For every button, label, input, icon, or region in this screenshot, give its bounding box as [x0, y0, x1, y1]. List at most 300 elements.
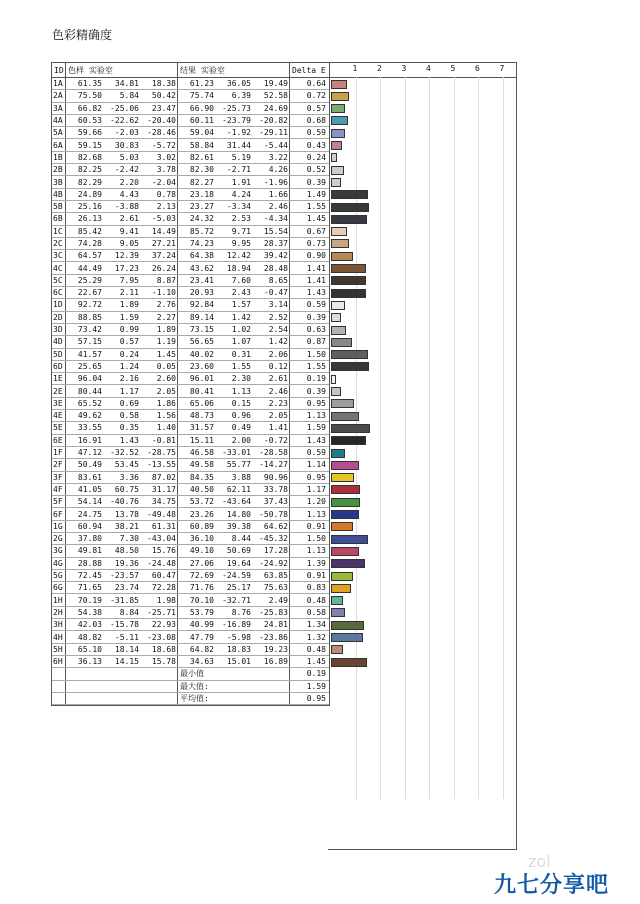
summary-label: 平均值:	[178, 693, 290, 704]
delta-bar-chart	[328, 62, 517, 850]
cell-sample-lab	[66, 398, 178, 409]
lab-value: 3.14	[268, 300, 288, 310]
lab-value: 44.49	[77, 263, 102, 273]
lab-value: 90.96	[263, 472, 288, 482]
lab-value: 0.35	[119, 423, 139, 433]
lab-value: 3.22	[268, 152, 288, 162]
lab-value: 2.11	[119, 288, 139, 298]
lab-value: 2.61	[119, 214, 139, 224]
cell-sample-lab	[66, 558, 178, 569]
cell-id: 3D	[52, 324, 66, 335]
lab-value: 4.24	[231, 189, 251, 199]
delta-bar	[331, 92, 349, 101]
cell-id: 3F	[52, 472, 66, 483]
cell-id: 4C	[52, 262, 66, 273]
cell-delta-e: 0.48	[306, 644, 326, 654]
lab-value: 60.75	[114, 484, 139, 494]
lab-value: 57.15	[77, 337, 102, 347]
lab-value: 40.02	[189, 349, 214, 359]
lab-value: 3.78	[156, 165, 176, 175]
cell-delta-e: 0.48	[306, 595, 326, 605]
lab-value: -28.58	[259, 448, 288, 458]
lab-value: 14.80	[226, 509, 251, 519]
lab-value: 2.49	[268, 595, 288, 605]
cell-result-lab	[178, 201, 290, 212]
lab-value: 0.57	[119, 337, 139, 347]
lab-value: 50.49	[77, 460, 102, 470]
table-row	[52, 189, 329, 201]
lab-value: 75.63	[263, 583, 288, 593]
lab-value: -2.03	[114, 128, 139, 138]
lab-value: 8.65	[268, 275, 288, 285]
lab-value: 13.78	[114, 509, 139, 519]
lab-value: 53.79	[189, 607, 214, 617]
cell-result-lab	[178, 656, 290, 667]
lab-value: 25.16	[77, 202, 102, 212]
table-row	[52, 176, 329, 188]
lab-value: 61.31	[151, 521, 176, 531]
lab-value: 0.96	[231, 411, 251, 421]
lab-value: -4.34	[263, 214, 288, 224]
lab-value: -5.44	[263, 140, 288, 150]
lab-value: -5.72	[151, 140, 176, 150]
cell-delta-e: 0.83	[306, 583, 326, 593]
lab-value: -43.04	[147, 534, 176, 544]
delta-bar	[331, 166, 344, 175]
lab-value: 61.35	[77, 79, 102, 89]
lab-value: -49.48	[147, 509, 176, 519]
grid-line	[454, 77, 455, 799]
table-row	[52, 545, 329, 557]
cell-id: 4F	[52, 484, 66, 495]
lab-value: 30.83	[114, 140, 139, 150]
cell-sample-lab	[66, 496, 178, 507]
lab-value: 14.15	[114, 657, 139, 667]
cell-sample-lab	[66, 373, 178, 384]
cell-delta-e: 1.43	[306, 288, 326, 298]
cell-result-lab	[178, 484, 290, 495]
cell-id: 2H	[52, 607, 66, 618]
cell-result-lab	[178, 176, 290, 187]
lab-value: 2.60	[156, 374, 176, 384]
cell-delta-e: 0.59	[306, 448, 326, 458]
cell-sample-lab	[66, 410, 178, 421]
delta-bar	[331, 485, 360, 494]
cell-id: 6B	[52, 213, 66, 224]
lab-value: 0.15	[231, 398, 251, 408]
lab-value: 5.19	[231, 152, 251, 162]
delta-bar	[331, 289, 366, 298]
cell-result-lab	[178, 644, 290, 655]
cell-result-lab	[178, 459, 290, 470]
cell-result-lab	[178, 213, 290, 224]
delta-bar	[331, 141, 342, 150]
lab-value: -23.57	[110, 571, 139, 581]
delta-bar	[331, 350, 368, 359]
cell-sample-lab	[66, 226, 178, 237]
cell-delta-e: 1.13	[306, 509, 326, 519]
cell-sample-lab	[66, 250, 178, 261]
lab-value: 1.41	[268, 423, 288, 433]
cell-sample-lab	[66, 287, 178, 298]
summary-spacer	[66, 693, 178, 704]
cell-id: 6C	[52, 287, 66, 298]
lab-value: 1.42	[231, 312, 251, 322]
table-row	[52, 508, 329, 520]
lab-value: 89.14	[189, 312, 214, 322]
lab-value: -25.06	[110, 103, 139, 113]
delta-bar	[331, 276, 366, 285]
lab-value: 82.27	[189, 177, 214, 187]
lab-value: 53.45	[114, 460, 139, 470]
header-result: 结果 实验室	[178, 63, 290, 77]
lab-value: 49.10	[189, 546, 214, 556]
cell-delta-e: 1.55	[306, 361, 326, 371]
lab-value: 92.72	[77, 300, 102, 310]
cell-delta-e: 0.67	[306, 226, 326, 236]
delta-bar	[331, 436, 366, 445]
lab-value: -32.71	[222, 595, 251, 605]
cell-sample-lab	[66, 201, 178, 212]
cell-delta-e: 1.41	[306, 275, 326, 285]
table-row	[52, 594, 329, 606]
cell-result-lab	[178, 90, 290, 101]
lab-value: 2.00	[231, 435, 251, 445]
lab-value: -5.98	[226, 632, 251, 642]
lab-value: -1.92	[226, 128, 251, 138]
cell-sample-lab	[66, 607, 178, 618]
lab-value: 0.05	[156, 361, 176, 371]
lab-value: 71.65	[77, 583, 102, 593]
lab-value: 25.65	[77, 361, 102, 371]
cell-result-lab	[178, 164, 290, 175]
cell-id: 3B	[52, 176, 66, 187]
lab-value: -28.46	[147, 128, 176, 138]
lab-value: 0.49	[231, 423, 251, 433]
cell-delta-e: 1.20	[306, 497, 326, 507]
axis-tick: 5	[450, 64, 456, 73]
cell-sample-lab	[66, 361, 178, 372]
summary-row	[52, 693, 329, 705]
cell-delta-e: 1.41	[306, 263, 326, 273]
lab-value: 9.05	[119, 239, 139, 248]
cell-id: 4D	[52, 336, 66, 347]
cell-sample-lab	[66, 435, 178, 446]
cell-sample-lab	[66, 262, 178, 273]
cell-delta-e: 1.13	[306, 411, 326, 421]
lab-value: 3.88	[231, 472, 251, 482]
lab-value: 1.89	[119, 300, 139, 310]
cell-result-lab	[178, 521, 290, 532]
table-row	[52, 226, 329, 238]
cell-sample-lab	[66, 459, 178, 470]
lab-value: 40.50	[189, 484, 214, 494]
cell-id: 4G	[52, 558, 66, 569]
lab-value: 59.66	[77, 128, 102, 138]
cell-result-lab	[178, 607, 290, 618]
lab-value: 65.06	[189, 398, 214, 408]
lab-value: -25.83	[259, 607, 288, 617]
lab-value: 1.13	[231, 386, 251, 396]
table-row	[52, 410, 329, 422]
lab-value: 7.30	[119, 534, 139, 544]
cell-result-lab	[178, 349, 290, 360]
cell-result-lab	[178, 422, 290, 433]
lab-value: 36.13	[77, 657, 102, 667]
lab-value: 73.42	[77, 325, 102, 335]
lab-value: 34.63	[189, 657, 214, 667]
lab-value: 24.69	[263, 103, 288, 113]
cell-delta-e: 0.91	[306, 521, 326, 531]
lab-value: 80.41	[189, 386, 214, 396]
lab-value: 56.65	[189, 337, 214, 347]
lab-value: 41.05	[77, 484, 102, 494]
lab-value: 82.68	[77, 152, 102, 162]
lab-value: 64.38	[189, 251, 214, 261]
cell-sample-lab	[66, 508, 178, 519]
delta-bar	[331, 449, 345, 458]
cell-delta-e: 1.59	[306, 423, 326, 433]
delta-bar	[331, 461, 359, 470]
table-row	[52, 90, 329, 102]
cell-sample-lab	[66, 349, 178, 360]
lab-value: -25.73	[222, 103, 251, 113]
lab-value: 70.19	[77, 595, 102, 605]
lab-value: 23.27	[189, 202, 214, 212]
lab-value: 7.95	[119, 275, 139, 285]
cell-id: 4H	[52, 631, 66, 642]
cell-id: 2F	[52, 459, 66, 470]
lab-value: 74.28	[77, 239, 102, 248]
watermark-brand: 九七分享吧	[494, 873, 610, 898]
lab-value: -25.71	[147, 607, 176, 617]
summary-spacer	[52, 693, 66, 704]
cell-delta-e: 1.45	[306, 214, 326, 224]
lab-value: -15.78	[110, 620, 139, 630]
lab-value: 38.21	[114, 521, 139, 531]
lab-value: 36.05	[226, 79, 251, 89]
lab-value: -13.55	[147, 460, 176, 470]
lab-value: 4.43	[119, 189, 139, 199]
cell-id: 5B	[52, 201, 66, 212]
lab-value: 19.49	[263, 79, 288, 89]
lab-value: 4.26	[268, 165, 288, 175]
table-row	[52, 521, 329, 533]
lab-value: 2.05	[156, 386, 176, 396]
lab-value: 0.99	[119, 325, 139, 335]
delta-bar	[331, 313, 341, 322]
cell-sample-lab	[66, 152, 178, 163]
cell-id: 1G	[52, 521, 66, 532]
lab-value: 7.60	[231, 275, 251, 285]
summary-block	[52, 668, 329, 705]
lab-value: -24.48	[147, 558, 176, 568]
lab-value: -3.88	[114, 202, 139, 212]
cell-result-lab	[178, 447, 290, 458]
cell-delta-e: 0.19	[306, 374, 326, 384]
lab-value: 2.27	[156, 312, 176, 322]
table-body	[52, 78, 329, 668]
cell-id: 6G	[52, 582, 66, 593]
lab-value: 0.31	[231, 349, 251, 359]
table-row	[52, 152, 329, 164]
lab-value: 17.23	[114, 263, 139, 273]
delta-bar	[331, 535, 368, 544]
delta-bar	[331, 301, 345, 310]
delta-bar	[331, 387, 341, 396]
lab-value: 64.82	[189, 644, 214, 654]
lab-value: -14.27	[259, 460, 288, 470]
cell-result-lab	[178, 496, 290, 507]
cell-id: 4B	[52, 189, 66, 200]
lab-value: 2.43	[231, 288, 251, 298]
table-row	[52, 336, 329, 348]
cell-id: 1F	[52, 447, 66, 458]
lab-value: 15.78	[151, 657, 176, 667]
table-header	[52, 63, 329, 78]
delta-bar	[331, 547, 359, 556]
cell-id: 5A	[52, 127, 66, 138]
delta-bar	[331, 375, 336, 384]
lab-value: 65.10	[77, 644, 102, 654]
cell-delta-e: 1.17	[306, 484, 326, 494]
lab-value: 6.39	[231, 91, 251, 101]
lab-value: 2.76	[156, 300, 176, 310]
lab-value: 52.58	[263, 91, 288, 101]
cell-delta-e: 0.39	[306, 386, 326, 396]
lab-value: 46.58	[189, 448, 214, 458]
lab-value: 41.57	[77, 349, 102, 359]
delta-bar	[331, 326, 346, 335]
header-sample: 色样 实验室	[66, 63, 178, 77]
table-row	[52, 312, 329, 324]
table-row	[52, 398, 329, 410]
lab-value: 47.12	[77, 448, 102, 458]
lab-value: 26.13	[77, 214, 102, 224]
summary-row	[52, 681, 329, 693]
lab-value: 15.11	[189, 435, 214, 445]
cell-id: 2E	[52, 385, 66, 396]
lab-value: 2.30	[231, 374, 251, 384]
table-row	[52, 324, 329, 336]
table-row	[52, 435, 329, 447]
cell-id: 1C	[52, 226, 66, 237]
lab-value: 17.28	[263, 546, 288, 556]
lab-value: 34.81	[114, 79, 139, 89]
cell-delta-e: 0.52	[306, 165, 326, 175]
lab-value: 75.50	[77, 91, 102, 101]
lab-value: -20.40	[147, 116, 176, 126]
table-row	[52, 619, 329, 631]
cell-result-lab	[178, 373, 290, 384]
delta-bar	[331, 252, 353, 261]
lab-value: 3.36	[119, 472, 139, 482]
cell-result-lab	[178, 189, 290, 200]
lab-value: 27.21	[151, 239, 176, 248]
lab-value: 85.42	[77, 226, 102, 236]
cell-sample-lab	[66, 533, 178, 544]
table-row	[52, 262, 329, 274]
lab-value: 9.41	[119, 226, 139, 236]
grid-line	[405, 77, 406, 799]
lab-value: 23.41	[189, 275, 214, 285]
lab-value: 33.78	[263, 484, 288, 494]
lab-value: 50.42	[151, 91, 176, 101]
cell-result-lab	[178, 545, 290, 556]
lab-value: 15.76	[151, 546, 176, 556]
cell-sample-lab	[66, 336, 178, 347]
delta-bar	[331, 658, 367, 667]
lab-value: 31.44	[226, 140, 251, 150]
axis-tick: 6	[475, 64, 480, 73]
cell-id: 3H	[52, 619, 66, 630]
lab-value: 49.58	[189, 460, 214, 470]
delta-bar	[331, 227, 347, 236]
cell-id: 3A	[52, 103, 66, 114]
cell-id: 1H	[52, 594, 66, 605]
delta-bar	[331, 572, 353, 581]
lab-value: 8.76	[231, 607, 251, 617]
lab-value: -29.11	[259, 128, 288, 138]
cell-delta-e: 0.87	[306, 337, 326, 347]
lab-value: 36.10	[189, 534, 214, 544]
lab-value: 2.53	[231, 214, 251, 224]
lab-value: 9.95	[231, 239, 251, 248]
table-row	[52, 631, 329, 643]
lab-value: 72.45	[77, 571, 102, 581]
lab-value: 54.38	[77, 607, 102, 617]
delta-bar	[331, 424, 370, 433]
lab-value: 27.06	[189, 558, 214, 568]
cell-result-lab	[178, 78, 290, 89]
cell-sample-lab	[66, 299, 178, 310]
lab-value: 82.29	[77, 177, 102, 187]
delta-bar	[331, 104, 345, 113]
summary-value: 1.59	[306, 681, 326, 691]
lab-value: 47.79	[189, 632, 214, 642]
cell-delta-e: 0.63	[306, 325, 326, 335]
lab-value: -5.11	[114, 632, 139, 642]
cell-result-lab	[178, 226, 290, 237]
delta-bar	[331, 596, 343, 605]
lab-value: 48.82	[77, 632, 102, 642]
header-id: ID	[52, 63, 66, 77]
table-row	[52, 361, 329, 373]
lab-value: 53.72	[189, 497, 214, 507]
lab-value: 66.82	[77, 103, 102, 113]
grid-line	[380, 77, 381, 799]
cell-delta-e: 0.43	[306, 140, 326, 150]
cell-id: 3C	[52, 250, 66, 261]
lab-value: 87.02	[151, 472, 176, 482]
lab-value: -43.64	[222, 497, 251, 507]
lab-value: 2.46	[268, 386, 288, 396]
lab-value: 66.90	[189, 103, 214, 113]
delta-bar	[331, 239, 349, 248]
lab-value: -33.01	[222, 448, 251, 458]
cell-sample-lab	[66, 164, 178, 175]
lab-value: 48.50	[114, 546, 139, 556]
lab-value: 5.03	[119, 152, 139, 162]
axis-ticks	[328, 63, 516, 78]
cell-delta-e: 0.58	[306, 607, 326, 617]
lab-value: 24.32	[189, 214, 214, 224]
lab-value: 63.85	[263, 571, 288, 581]
table-row	[52, 201, 329, 213]
lab-value: 2.05	[268, 411, 288, 421]
lab-value: 2.52	[268, 312, 288, 322]
table-row	[52, 127, 329, 139]
